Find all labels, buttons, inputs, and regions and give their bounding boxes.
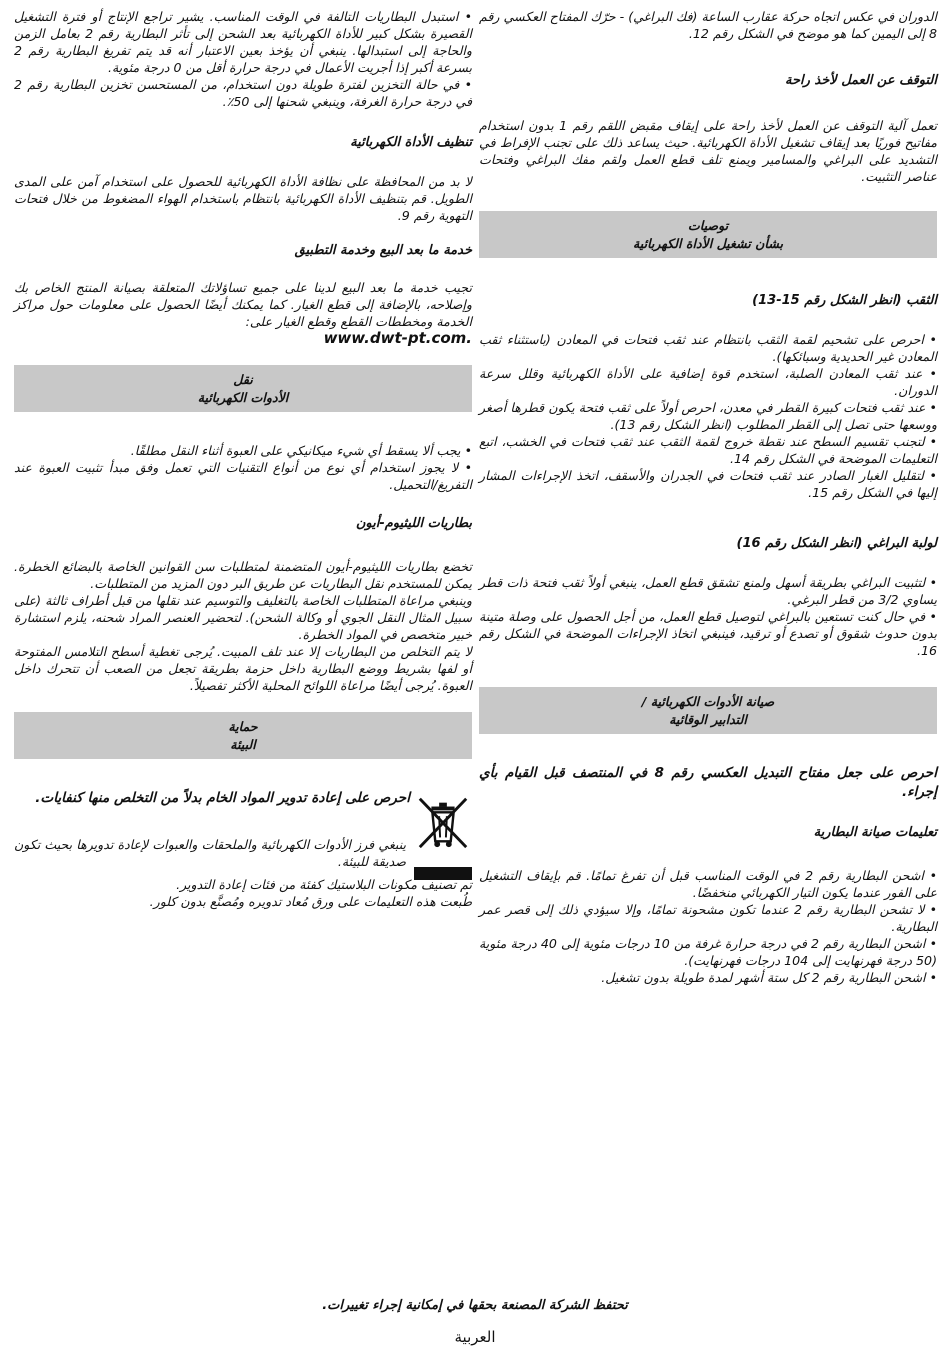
- maintenance-band-line1: صيانة الأدوات الكهربائية /: [641, 694, 775, 709]
- list-item: • عند ثقب المعادن الصلبة، استخدم قوة إضافية على الأداة الكهربائية وقلل سرعة الدوران.: [479, 366, 937, 398]
- transport-band: [14, 365, 472, 412]
- list-item: • احرص على تشحيم لقمة الثقب بانتظام عند ثقب فتحات في المعادن (باستثناء ثقب المعادن غير الحديدية وسبائكها).: [479, 332, 937, 364]
- list-item: • لتجنب تقسيم السطح عند نقطة خروج لقمة الثقب عند ثقب فتحات في الخشب، اتبع التعليمات الموضحة في الشكل رقم 14.: [479, 434, 937, 466]
- list-item: • يجب ألا يسقط أي شيء ميكانيكي على العبوة أثناء النقل مطلقًا.: [130, 443, 472, 458]
- screwing-heading: لولبة البراغي (انظر الشكل رقم 16): [736, 536, 937, 551]
- left-column: [14, 8, 472, 910]
- list-item: • في حال كنت تستعين بالبراغي لتوصيل قطع العمل، من أجل الحصول على وصلة متينة بدون حدوث شقوق أو تصدع أو ترقيد، فينبغي اتخاذ الإجراءات الموضحة في الشكل رقم 16.: [479, 609, 937, 658]
- environment-band: [14, 712, 472, 759]
- drilling-list: [479, 331, 937, 501]
- recycle-instruction: احرص على إعادة تدوير المواد الخام بدلاً من التخلص منها كنفايات.: [35, 790, 410, 806]
- battery-replacement-list: [14, 8, 472, 110]
- right-column: [479, 8, 937, 986]
- list-item: • لتثبيت البراغي بطريقة أسهل ولمنع تشقق قطع العمل، ينبغي أولاً ثقب فتحة ذات قطر يساوي 3/2 من قطر البرغي.: [479, 575, 937, 607]
- recommendations-band: [479, 211, 937, 258]
- language-label: العربية: [454, 1328, 496, 1346]
- lithium-paragraph-1: تخضع بطاريات الليثيوم-أيون المتضمنة لمتطلبات سن القوانين الخاصة بالبضائع الخطرة. يمكن للمستخدم نقل البطاريات عن طريق البر دون المزيد من المتطلبات.: [14, 559, 472, 591]
- battery-maintenance-list: [479, 867, 937, 986]
- list-item: • لا تشحن البطارية رقم 2 عندما تكون مشحونة تمامًا، وإلا سيؤدي ذلك إلى قصر عمر البطارية.: [479, 902, 938, 934]
- environment-paragraph-1: ينبغي فرز الأدوات الكهربائية والملحقات والعبوات لإعادة تدويرها بحيث تكون صديقة للبيئة.: [14, 837, 406, 869]
- battery-maintenance-heading: تعليمات صيانة البطارية: [813, 825, 937, 840]
- transport-band-line2: الأدوات الكهربائية: [197, 390, 289, 405]
- lithium-paragraph-3: لا يتم التخلص من البطاريات إلا عند تلف المبيت. يُرجى تغطية أسطح التلامس المفتوحة أو لفها بشريط ووضع البطارية داخل حزمة بطريقة تجعل من الصعب أن تتحرك داخل العبوة. يُرجى أيضًا مراعاة اللوائح المحلية الأكثر تفصيلاً.: [14, 644, 472, 693]
- screwing-list: [479, 574, 937, 659]
- cleaning-text: لا بد من المحافظة على نظافة الأداة الكهربائية للحصول على استخدام آمن على المدى الطويل. قم بتنظيف الأداة الكهربائية بانتظام باستخدام الهواء المضغوط من خلال فتحات التهوية رقم 9.: [14, 174, 472, 223]
- list-item: • عند ثقب فتحات كبيرة القطر في معدن، احرص أولاً على ثقب فتحة يكون قطرها أصغر ووسعها حتى تصل إلى القطر المطلوب (انظر الشكل رقم 13).: [479, 400, 937, 432]
- environment-paragraph-3: طُبعت هذه التعليمات على ورق مُعاد تدويره ومُصنَّع بدون كلور.: [149, 894, 472, 909]
- list-item: • استبدل البطاريات التالفة في الوقت المناسب. يشير تراجع الإنتاج أو فترة التشغيل القصيرة بشكل كبير للأداة الكهربائية بعد الشحن إلى تأثر البطارية رقم 2 بعامل الزمن والحاجة إلى استبدالها. ينبغي أن يؤخذ بعين الاعتبار أنه قد يتم تفريغ البطارية رقم 2 بسرعة أكبر إذا أجريت الأعمال في درجة حرارة أقل من 0 درجة مئوية.: [14, 9, 472, 75]
- list-item: • لا يجوز استخدام أي نوع من أنواع التقنيات التي تعمل وفق مبدأ تثبيت العبوة عند التفريغ/التحميل.: [14, 460, 472, 492]
- environment-band-line1: حماية: [228, 719, 258, 734]
- environment-paragraph-2: تم تصنيف مكونات البلاستيك كفئة من فئات إعادة التدوير.: [176, 877, 472, 892]
- list-item: • اشحن البطارية رقم 2 في درجة حرارة غرفة من 10 درجات مئوية إلى 40 درجة مئوية (50 درجة فهرنهايت إلى 104 درجات فهرنهايت).: [479, 936, 938, 968]
- pause-heading: التوقف عن العمل لأخذ راحة: [784, 73, 937, 88]
- maintenance-band: [479, 687, 937, 734]
- list-item: • في حالة التخزين لفترة طويلة دون استخدام، من المستحسن تخزين البطارية رقم 2 في درجة حرارة الغرفة، وينبغي شحنها إلى 50٪.: [14, 77, 473, 109]
- service-heading: خدمة ما بعد البيع وخدمة التطبيق: [294, 243, 472, 258]
- service-text: تجيب خدمة ما بعد البيع لدينا على جميع تساؤلاتك المتعلقة بصيانة المنتج الخاص بك وإصلاحه، بالإضافة إلى قطع الغيار. كما يمكنك أيضًا الحصول على معلومات حول مراكز الخدمة ومخططات القطع وقطع الغيار على:: [14, 280, 472, 329]
- drilling-heading: الثقب (انظر الشكل رقم 15-13): [752, 293, 937, 308]
- environment-band-line2: البيئة: [230, 737, 256, 752]
- crossed-out-bin-icon: [414, 793, 472, 851]
- recommendations-band-line2: بشأن تشغيل الأداة الكهربائية: [633, 236, 783, 251]
- service-url-link[interactable]: www.dwt-pt.com.: [323, 329, 472, 347]
- lithium-heading: بطاريات الليثيوم-أيون: [355, 516, 472, 531]
- list-item: • اشحن البطارية رقم 2 في الوقت المناسب قبل أن تفرغ تمامًا. قم بإيقاف التشغيل على الفور عندما يكون التيار الكهربائي منخفضًا.: [479, 868, 937, 900]
- list-item: • اشحن البطارية رقم 2 كل ستة أشهر لمدة طويلة بدون تشغيل.: [601, 970, 937, 985]
- reverse-intro-text: الدوران في عكس اتجاه حركة عقارب الساعة (فك البراغي) - حرّك المفتاح العكسي رقم 8 إلى اليمين كما هو موضح في الشكل رقم 12.: [479, 9, 937, 41]
- transport-band-line1: نقل: [233, 372, 253, 387]
- manufacturer-note: تحتفظ الشركة المصنعة بحقها في إمكانية إجراء تغييرات.: [322, 1298, 628, 1313]
- lithium-paragraph-2: وينبغي مراعاة المتطلبات الخاصة بالتغليف والتوسيم عند نقلها من قبل أطراف ثالثة (على سبيل المثال النقل الجوي أو وكالة الشحن). لتحضير العنصر المراد شحنه، يلزم استشارة خبير متخصص في المواد الخطرة.: [14, 593, 472, 642]
- maintenance-band-line2: التدابير الوقائية: [669, 712, 747, 727]
- cleaning-heading: تنظيف الأداة الكهربائية: [350, 135, 472, 150]
- pause-text: تعمل آلية التوقف عن العمل لأخذ راحة على إيقاف مقبض اللقم رقم 1 بدون استخدام مفاتيح فوريًا بعد إيقاف تشغيل الأداة الكهربائية. حيث يساعد ذلك على تجنب الإفراط في التشديد على البراغي والمسامير ويمنع تلف قطع العمل ولقم مفك البراغي وفتحات عناصر التثبيت.: [479, 118, 937, 184]
- recommendations-band-line1: توصيات: [687, 218, 729, 233]
- transport-list: [14, 442, 472, 493]
- list-item: • لتقليل الغبار الصادر عند ثقب فتحات في الجدران والأسقف، اتخذ الإجراءات المشار إليها في الشكل رقم 15.: [479, 468, 937, 500]
- switch-warning: احرص على جعل مفتاح التبديل العكسي رقم 8 في المنتصف قبل القيام بأي إجراء.: [479, 765, 937, 800]
